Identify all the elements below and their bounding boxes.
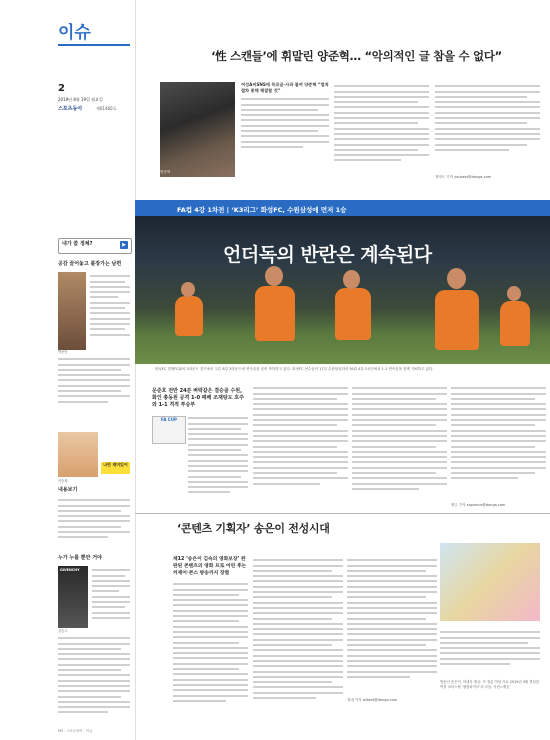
bottom-story-byline: 정대 기자 wlbest@donga.com	[347, 698, 398, 702]
feature-column-1	[188, 414, 248, 497]
bottom-story-column-2	[253, 556, 343, 702]
feature-byline: 명수 기자 sapience@donga.com	[451, 503, 506, 507]
player-figure	[255, 286, 295, 341]
sidebar-text-1a	[90, 272, 130, 339]
poll-arrow-icon[interactable]: ▶	[120, 241, 128, 249]
sidebar-headline-1: 공감 끌어놓고 불장가는 남편	[58, 261, 122, 267]
bottom-story-column-4	[440, 628, 540, 668]
sidebar-tag-graphic: 나만 재미있어	[101, 462, 130, 474]
player-head	[343, 270, 360, 289]
player-head	[265, 266, 283, 286]
sidebar-photo-3-caption: 김승주	[58, 629, 68, 633]
sidebar-photo-2-caption: 이승희	[58, 479, 68, 483]
sidebar-photo-3-brand: GIVENCHY	[60, 568, 80, 572]
sidebar-photo-1	[58, 272, 86, 350]
sidebar-text-2	[58, 496, 130, 542]
sidebar-photo-2	[58, 432, 98, 477]
sidebar-photo-3	[58, 566, 88, 628]
bottom-story-photo	[440, 543, 540, 621]
top-story-column-1	[241, 95, 329, 151]
page-footer: M3 · 스포츠동아 · 이슈	[58, 729, 93, 733]
feature-title[interactable]: 언더독의 반란은 계속된다	[223, 244, 432, 266]
feature-banner-text: FA컵 4강 1차전 | ‘K3리그’ 화성FC, 수원삼성에 먼저 1승	[177, 206, 347, 214]
top-story-column-3	[435, 82, 540, 154]
page-number: 2	[58, 83, 65, 94]
player-figure	[335, 288, 371, 340]
issue-date: 2019년 8월 19일 월요일	[58, 97, 103, 102]
sidebar-headline-3: 누가 누를 뿐만 거야	[58, 555, 102, 561]
top-story-lead: 여성A씨SNS에 목로글·사과 붙여 양준혁 “법적 절차 통해 해결할 것”	[241, 82, 329, 93]
sidebar-text-1b	[58, 355, 130, 406]
bottom-story-subhead: 제12 ‘송은이 김숙의 영화보장’ 완판된 콘텐츠의 영화 프로 어린 후는 커제어·콘스 방송까지 장렬	[173, 557, 247, 576]
sidebar-photo-1-caption: 박준민	[58, 350, 68, 354]
feature-column-2	[253, 384, 348, 488]
bottom-story-photo-caption: 방송인 송은이. 이대사 제공. 가 정분 여성 가요 2019년 4월 결성한 여성 코러스팀 ‘셀럽파이브’의 모습. 사진=제공	[440, 680, 540, 689]
player-figure	[175, 296, 203, 336]
top-story-byline: 정영도 기자 youbest@donga.com	[435, 175, 492, 179]
feature-photo	[135, 216, 550, 364]
top-story-photo	[160, 82, 235, 177]
bottom-story-column-1	[173, 580, 248, 705]
top-story-headline[interactable]: ‘性 스캔들’에 휘말린 양준혁… “악의적인 글 참을 수 없다”	[211, 49, 502, 63]
fa-cup-logo: FA CUP	[152, 416, 186, 444]
top-story-photo-caption: 양준혁	[160, 170, 171, 174]
bottom-story-headline[interactable]: ‘콘텐츠 기획자’ 송은이 전성시대	[177, 522, 330, 535]
issue-number: 제01460호	[96, 106, 117, 111]
publisher-logo: 스포츠동아	[58, 106, 83, 112]
feature-column-4	[451, 384, 546, 483]
player-head	[507, 286, 521, 301]
player-figure	[500, 301, 530, 346]
poll-question: 내가 쓸 정체?	[62, 241, 93, 247]
player-head	[447, 268, 466, 289]
sidebar-text-3a	[92, 566, 130, 622]
section-rule	[58, 44, 130, 46]
feature-column-3	[352, 384, 447, 493]
bottom-story-column-3	[347, 556, 437, 681]
player-figure	[435, 290, 479, 350]
section-title: 이슈	[58, 23, 91, 43]
section-divider	[135, 513, 550, 514]
player-head	[181, 282, 195, 297]
sidebar-headline-2: 내용보기	[58, 487, 78, 493]
sidebar-text-3b	[58, 634, 130, 717]
feature-photo-caption: 화성FC 경찰FC와의 3라운드 경기에서 고른 8강 3라운드에 연속골을 넣어 축하하고 있다. 화성FC 선수들이 17일 수원삼성과의 FA컵 4강 1차전에서 1-1 연속골을 함께 기뻐하고 있다.	[155, 367, 434, 371]
top-story-column-2	[334, 82, 429, 165]
feature-subhead: 문준호 전반 24분 벼락같은 결승골 수원, 화인 총동원 공격 1-0 패배 조재탕도 호주와 1-1 격적 투승부	[152, 388, 244, 408]
